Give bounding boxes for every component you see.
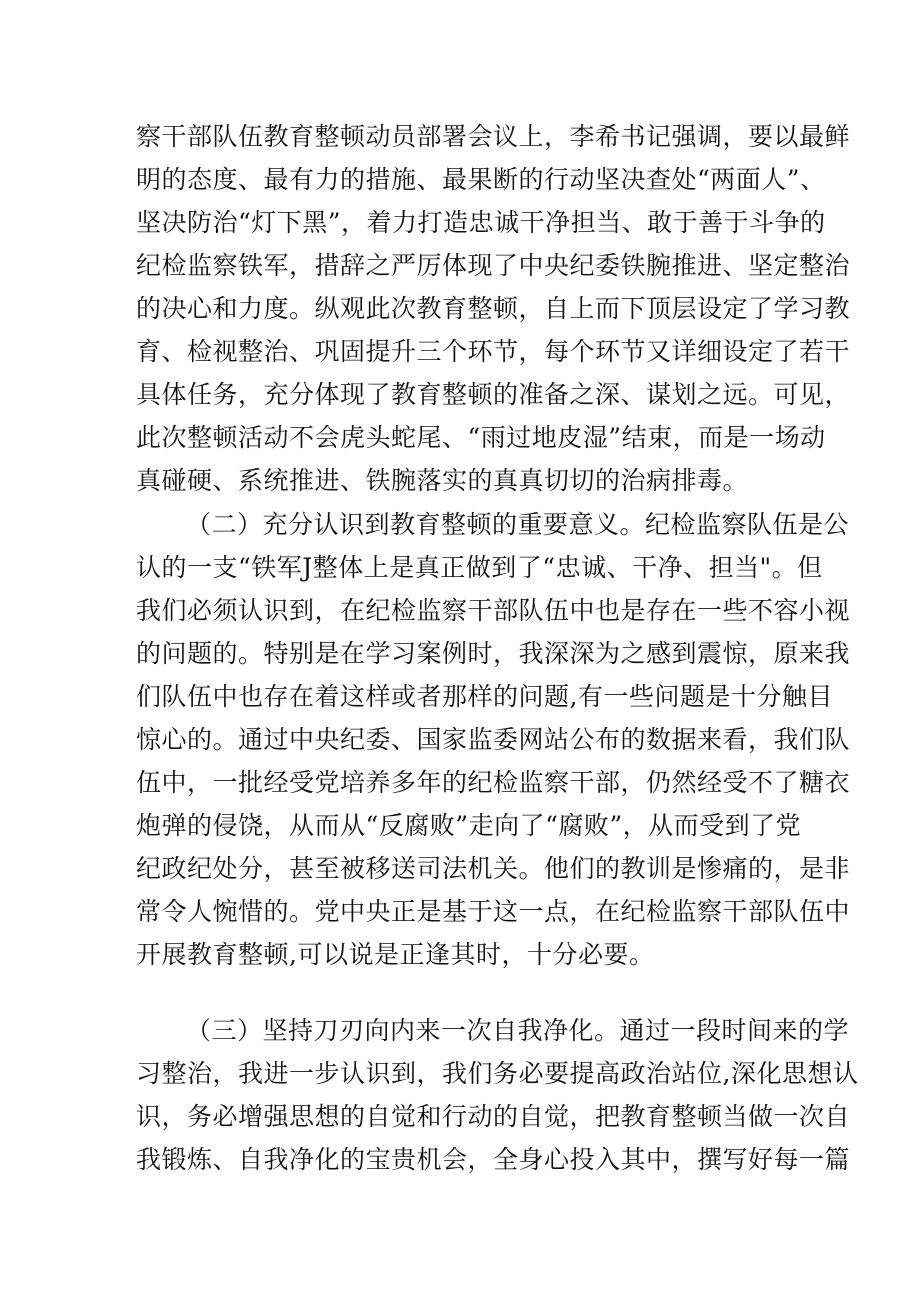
paragraph-3-line-1: （三）坚持刀刃向内来一次自我净化。通过一段时间来的学 (186, 1016, 850, 1045)
paragraph-2-line-8: 炮弹的侵饶，从而从“反腐败”走向了“腐败”，从而受到了党 (136, 811, 802, 840)
paragraph-2-line-2: 认的一支“铁军J整体上是真正做到了“忠诚、干净、担当"。但 (136, 553, 823, 582)
paragraph-3-line-4: 我锻炼、自我净化的宝贵机会，全身心投入其中，撰写好每一篇 (136, 1145, 851, 1174)
paragraph-1-line-7: 具体任务，充分体现了教育整顿的准备之深、谋划之远。可见， (136, 380, 851, 409)
paragraph-1-line-8: 此次整顿活动不会虎头蛇尾、“雨过地皮湿”结束，而是一场动 (136, 423, 826, 452)
paragraph-1-line-3: 坚决防治“灯下黑”，着力打造忠诚干净担当、敢于善于斗争的 (136, 208, 826, 237)
paragraph-2-line-7: 伍中，一批经受党培养多年的纪检监察干部，仍然经受不了糖衣 (136, 768, 851, 797)
paragraph-1-line-1: 察干部队伍教育整顿动员部署会议上，李希书记强调，要以最鲜 (136, 122, 851, 151)
paragraph-2-line-10: 常令人惋惜的。党中央正是基于这一点，在纪检监察干部队伍中 (136, 897, 851, 926)
paragraph-2-line-5: 们队伍中也存在着这样或者那样的问题,有一些问题是十分触目 (136, 682, 833, 711)
paragraph-1-line-4: 纪检监察铁军，措辞之严厉体现了中央纪委铁腕推进、坚定整治 (136, 251, 851, 280)
paragraph-2-line-6: 惊心的。通过中央纪委、国家监委网站公布的数据来看，我们队 (136, 725, 851, 754)
paragraph-1-line-9: 真碰硬、系统推进、铁腕落实的真真切切的治病排毒。 (136, 466, 749, 495)
paragraph-3-line-3: 识，务必增强思想的自觉和行动的自觉，把教育整顿当做一次自 (136, 1102, 851, 1131)
paragraph-1-line-2: 明的态度、最有力的措施、最果断的行动坚决查处“两面人”、 (136, 165, 826, 194)
paragraph-1-line-6: 育、检视整治、巩固提升三个环节，每个环节又详细设定了若干 (136, 337, 851, 366)
paragraph-2-line-1: （二）充分认识到教育整顿的重要意义。纪检监察队伍是公 (186, 510, 850, 539)
paragraph-3-line-2: 习整治，我进一步认识到，我们务必要提高政治站位,深化思想认 (136, 1059, 859, 1088)
paragraph-2-line-3: 我们必须认识到，在纪检监察干部队伍中也是存在一些不容小视 (136, 596, 851, 625)
paragraph-2-line-4: 的问题的。特别是在学习案例时，我深深为之感到震惊，原来我 (136, 639, 851, 668)
paragraph-2-line-9: 纪政纪处分，甚至被移送司法机关。他们的教训是惨痛的，是非 (136, 854, 851, 883)
paragraph-2-line-11: 开展教育整顿,可以说是正逢其时，十分必要。 (136, 940, 655, 969)
paragraph-1-line-5: 的决心和力度。纵观此次教育整顿，自上而下顶层设定了学习教 (136, 294, 851, 323)
